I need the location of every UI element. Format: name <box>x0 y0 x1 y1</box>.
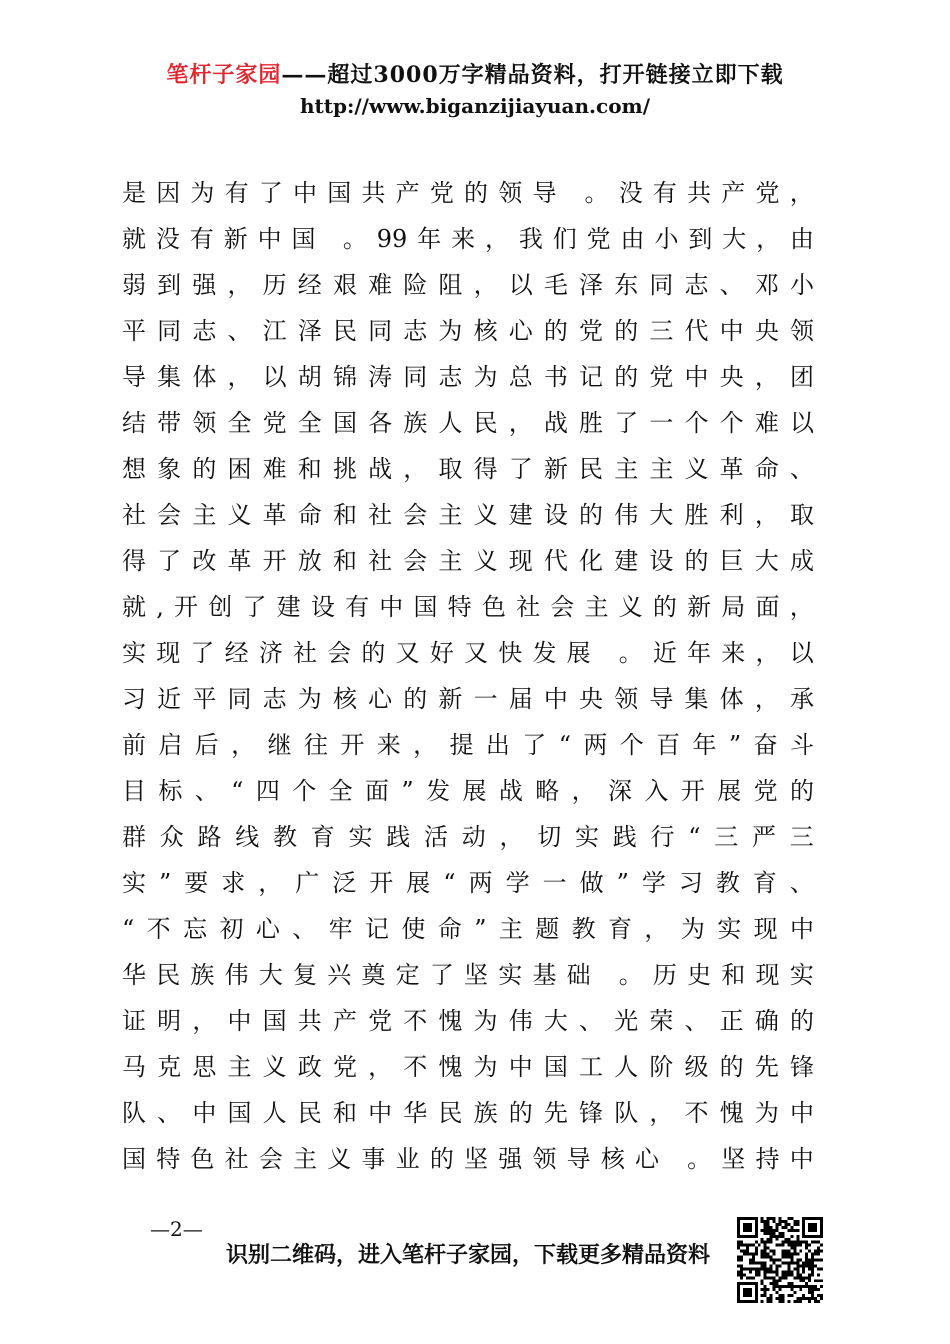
text-line: 结 带 领 全 党 全 国 各 族 人 民 ， 战 胜 了 一 个 个 难 以 <box>122 409 814 437</box>
text-line: 群 众 路 线 教 育 实 践 活 动 ， 切 实 践 行 “ 三 严 三 <box>122 823 814 851</box>
text-line: 国 特 色 社 会 主 义 事 业 的 坚 强 领 导 核 心 。 坚 持 中 <box>122 1145 814 1173</box>
footer-text: 识别二维码，进入笔杆子家园，下载更多精品资料 <box>226 1242 711 1268</box>
text-line: 就 , 开 创 了 建 设 有 中 国 特 色 社 会 主 义 的 新 局 面 ， <box>122 593 814 621</box>
page-header <box>0 60 950 120</box>
text-line: 证 明 ， 中 国 共 产 党 不 愧 为 伟 大 、 光 荣 、 正 确 的 <box>122 1007 814 1035</box>
text-line: 社 会 主 义 革 命 和 社 会 主 义 建 设 的 伟 大 胜 利 ， 取 <box>122 501 814 529</box>
text-line: 得 了 改 革 开 放 和 社 会 主 义 现 代 化 建 设 的 巨 大 成 <box>122 547 814 575</box>
body-text <box>122 170 814 1182</box>
text-line: 华 民 族 伟 大 复 兴 奠 定 了 坚 实 基 础 。 历 史 和 现 实 <box>122 961 814 989</box>
text-line: 弱 到 强 ， 历 经 艰 难 险 阻 ， 以 毛 泽 东 同 志 、 邓 小 <box>122 271 814 299</box>
text-line: 队 、 中 国 人 民 和 中 华 民 族 的 先 锋 队 ， 不 愧 为 中 <box>122 1099 814 1127</box>
header-tagline: ——超过3000万字精品资料，打开链接立即下载 <box>281 62 784 88</box>
qr-code-icon[interactable] <box>737 1217 823 1303</box>
page-number: —2— <box>150 1217 203 1241</box>
text-line: 习 近 平 同 志 为 核 心 的 新 一 届 中 央 领 导 集 体 ， 承 <box>122 685 814 713</box>
text-line: 导 集 体 ， 以 胡 锦 涛 同 志 为 总 书 记 的 党 中 央 ， 团 <box>122 363 814 391</box>
text-line: 实 现 了 经 济 社 会 的 又 好 又 快 发 展 。 近 年 来 ， 以 <box>122 639 814 667</box>
text-line: 目 标 、 “ 四 个 全 面 ” 发 展 战 略 ， 深 入 开 展 党 的 <box>122 777 814 805</box>
text-line: 马 克 思 主 义 政 党 ， 不 愧 为 中 国 工 人 阶 级 的 先 锋 <box>122 1053 814 1081</box>
header-title <box>0 60 950 90</box>
text-line: 实 ” 要 求 ， 广 泛 开 展 “ 两 学 一 做 ” 学 习 教 育 、 <box>122 869 814 897</box>
text-line: 想 象 的 困 难 和 挑 战 ， 取 得 了 新 民 主 主 义 革 命 、 <box>122 455 814 483</box>
text-line: 就 没 有 新 中 国 。 99 年 来 ， 我 们 党 由 小 到 大 ， 由 <box>122 225 814 253</box>
text-line: 是 因 为 有 了 中 国 共 产 党 的 领 导 。 没 有 共 产 党 ， <box>122 179 814 207</box>
header-url[interactable]: http://www.biganzijiayuan.com/ <box>299 94 651 118</box>
text-line: 前 启 后 ， 继 往 开 来 ， 提 出 了 “ 两 个 百 年 ” 奋 斗 <box>122 731 814 759</box>
brand-name: 笔杆子家园 <box>166 62 282 88</box>
text-line: 平 同 志 、 江 泽 民 同 志 为 核 心 的 党 的 三 代 中 央 领 <box>122 317 814 345</box>
text-line: “ 不 忘 初 心 、 牢 记 使 命 ” 主 题 教 育 ， 为 实 现 中 <box>122 915 814 943</box>
